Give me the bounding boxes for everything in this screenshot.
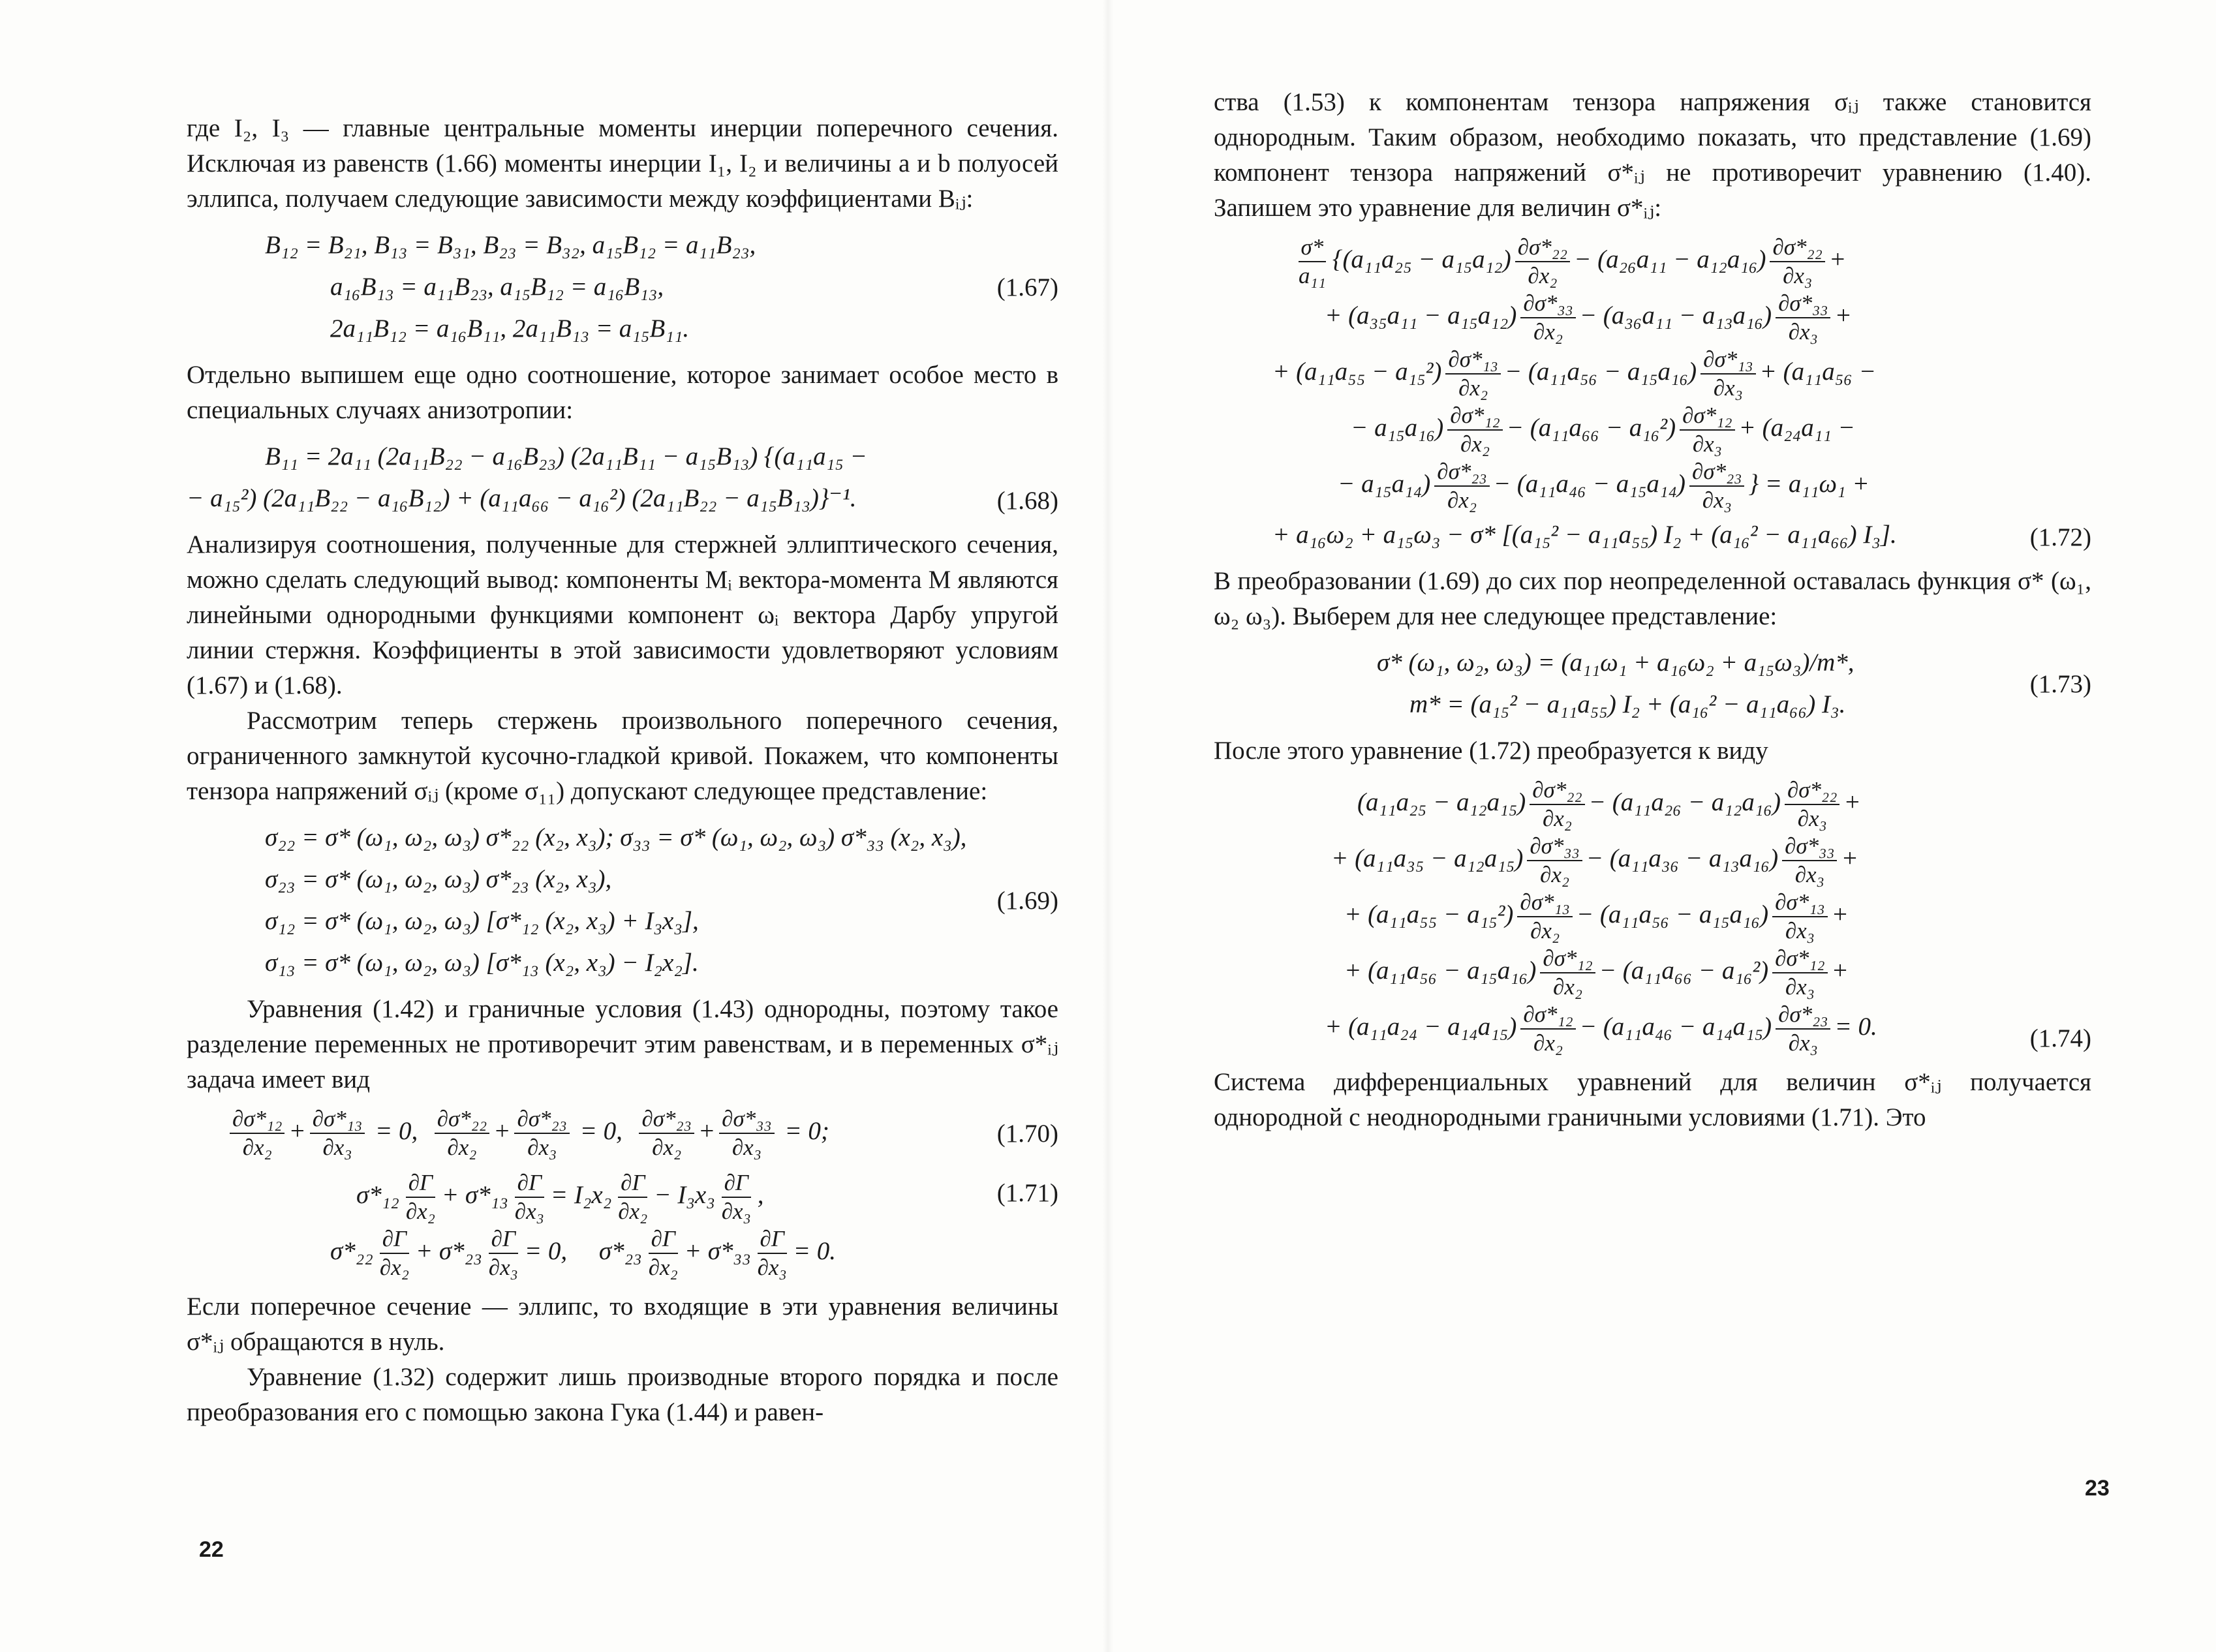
fraction: $\frac{\text{∂σ*₂₃}}{\text{∂x₂}}$: [639, 1105, 694, 1161]
equation-line: + a₁₆ω₂ + a₁₅ω₃ − σ* [(a₁₅² − a₁₁a₅₅) I₂ + (a₁₆² − a₁₁a₆₆) I₃].: [1272, 521, 1897, 549]
paragraph: Анализируя соотношения, полученные для стержней эллиптического сечения, можно сделать следующий вывод: компоненты Mᵢ вектора-момента M являются линейными однородными функциями компонент ωᵢ вектора Дарбу упругой линии стержня. Коэффициенты в этой зависимости удовлетворяют условиям (1.67) и (1.68).: [187, 530, 1058, 699]
equation-line: $\frac{\sigma*}{\text{a₁₁}}$ {(a₁₁a₂₅ − a₁₅a₁₂) $\frac{\text{∂σ*₂₂}}{\text{∂x₂}}$ − (a₂₆a₁₁ − a₁₂a₁₆) $\frac{\text{∂σ*₂₂}}{\text{∂x₃}}$ +: [1214, 234, 1980, 290]
right-text-column: [1214, 85, 2091, 1135]
equation-line: + (a₁₁a₅₆ − a₁₅a₁₆) $\frac{\text{∂σ*₁₂}}{\text{∂x₂}}$ − (a₁₁a₆₆ − a₁₆²) $\frac{\text{∂σ*₁₂}}{\text{∂x₃}}$ +: [1344, 945, 1849, 1000]
right-page: [1108, 0, 2216, 1652]
fraction: $\frac{\text{∂σ*₂₃}}{\text{∂x₃}}$: [514, 1105, 569, 1161]
fraction: $\frac{\text{∂σ*₁₃}}{\text{∂x₂}}$: [1445, 346, 1500, 402]
equation-line: $\frac{\text{∂σ*₁₂}}{\text{∂x₂}}$ + $\frac{\text{∂σ*₁₃}}{\text{∂x₃}}$ = 0, $\frac{\text{∂σ*₂₂}}{\text{∂x₂}}$ + $\frac{\text{∂σ*₂₃}}{\text{∂x₃}}$ = 0, $\frac{\text{∂σ*₂₃}}{\text{∂x₂}}$ + $\frac{\text{∂σ*₃₃}}{\text{∂x₃}}$ = 0;: [187, 1105, 947, 1161]
fraction: $\frac{\text{∂σ*₂₃}}{\text{∂x₃}}$: [1689, 458, 1744, 514]
fraction: $\frac{\text{∂σ*₁₂}}{\text{∂x₃}}$: [1680, 402, 1734, 458]
paragraph: В преобразовании (1.69) до сих пор неопределенной оставалась функция σ* (ω₁, ω₂ ω₃). Выберем для нее следующее представление:: [1214, 567, 2091, 630]
page-number: 22: [199, 1537, 224, 1562]
equation-1-72: [1214, 234, 2091, 556]
fraction: $\frac{\sigma*}{\text{a₁₁}}$: [1299, 234, 1326, 288]
equation-line: − a₁₅²) (2a₁₁B₂₂ − a₁₆B₁₂) + (a₁₁a₆₆ − a₁₆²) (2a₁₁B₂₂ − a₁₅B₁₃)}⁻¹.: [187, 484, 857, 512]
equation-line: a₁₆B₁₃ = a₁₁B₂₃, a₁₅B₁₂ = a₁₆B₁₃,: [330, 273, 664, 301]
fraction: $\frac{\text{∂σ*₁₂}}{\text{∂x₃}}$: [1772, 945, 1827, 1001]
paragraph: где I₂, I₃ — главные центральные моменты инерции поперечного сечения. Исключая из равенств (1.66) моменты инерции I₁, I₂ и величины a и b полуосей эллипса, получаем следующие зависимости между коэффициентами Bᵢⱼ:: [187, 114, 1058, 213]
paragraph: После этого уравнение (1.72) преобразуется к виду: [1214, 737, 1768, 765]
fraction: $\frac{\text{∂σ*₂₃}}{\text{∂x₂}}$: [1434, 458, 1489, 514]
fraction: $\frac{\text{∂σ*₁₃}}{\text{∂x₃}}$: [310, 1105, 365, 1161]
equation-number: (1.74): [2029, 1024, 2091, 1052]
fraction: $\frac{\text{∂σ*₁₃}}{\text{∂x₃}}$: [1700, 346, 1755, 402]
equation-number: (1.67): [996, 273, 1058, 301]
paragraph: Уравнение (1.32) содержит лишь производные второго порядка и после преобразования его с помощью закона Гука (1.44) и равен-: [187, 1363, 1058, 1426]
fraction: $\frac{\partial\Gamma}{\text{∂x₃}}$: [514, 1170, 544, 1224]
equation-1-71: [187, 1169, 1058, 1281]
fraction: $\frac{\text{∂σ*₃₃}}{\text{∂x₂}}$: [1527, 833, 1582, 889]
fraction: $\frac{\text{∂σ*₂₂}}{\text{∂x₂}}$: [1515, 234, 1570, 290]
paragraph: Отдельно выпишем еще одно соотношение, которое занимает особое место в специальных случаях анизотропии:: [187, 361, 1058, 424]
fraction: $\frac{\text{∂σ*₂₂}}{\text{∂x₂}}$: [435, 1105, 489, 1161]
fraction: $\frac{\text{∂σ*₁₃}}{\text{∂x₂}}$: [1517, 889, 1572, 945]
fraction: $\frac{\text{∂σ*₁₃}}{\text{∂x₃}}$: [1772, 889, 1827, 945]
fraction: $\frac{\text{∂σ*₁₂}}{\text{∂x₂}}$: [1447, 402, 1502, 458]
equation-1-67: [187, 224, 1058, 350]
equation-line: − a₁₅a₁₆) $\frac{\text{∂σ*₁₂}}{\text{∂x₂}}$ − (a₁₁a₆₆ − a₁₆²) $\frac{\text{∂σ*₁₂}}{\text{∂x₃}}$ + (a₂₄a₁₁ −: [1351, 403, 1855, 457]
equation-number: (1.69): [996, 886, 1058, 915]
equation-1-73: [1214, 642, 2091, 726]
paragraph: Если поперечное сечение — эллипс, то входящие в эти уравнения величины σ*ᵢⱼ обращаются в нуль.: [187, 1293, 1058, 1356]
equation-number: (1.70): [996, 1119, 1058, 1148]
fraction: $\frac{\text{∂σ*₁₂}}{\text{∂x₂}}$: [230, 1105, 285, 1161]
equation-line: σ₁₃ = σ* (ω₁, ω₂, ω₃) [σ*₁₃ (x₂, x₃) − I₂x₂].: [265, 949, 699, 977]
equation-line: − a₁₅a₁₄) $\frac{\text{∂σ*₂₃}}{\text{∂x₂}}$ − (a₁₁a₄₆ − a₁₅a₁₄) $\frac{\text{∂σ*₂₃}}{\text{∂x₃}}$ } = a₁₁ω₁ +: [1338, 459, 1870, 513]
fraction: $\frac{\partial\Gamma}{\text{∂x₂}}$: [405, 1170, 435, 1224]
fraction: $\frac{\text{∂σ*₂₂}}{\text{∂x₂}}$: [1530, 776, 1584, 833]
fraction: $\frac{\partial\Gamma}{\text{∂x₂}}$: [379, 1226, 409, 1280]
equation-line: σ*₂₂ $\frac{\partial\Gamma}{\text{∂x₂}}$ + σ*₂₃ $\frac{\partial\Gamma}{\text{∂x₃}}$ = 0, σ*₂₃ $\frac{\partial\Gamma}{\text{∂x₂}}$ + σ*₃₃ $\frac{\partial\Gamma}{\text{∂x₃}}$ = 0.: [330, 1226, 836, 1280]
equation-1-69: [187, 817, 1058, 984]
equation-line: m* = (a₁₅² − a₁₁a₅₅) I₂ + (a₁₆² − a₁₁a₆₆) I₃.: [1409, 690, 1846, 718]
fraction: $\frac{\partial\Gamma}{\text{∂x₃}}$: [757, 1226, 787, 1280]
equation-line: (a₁₁a₂₅ − a₁₂a₁₅) $\frac{\text{∂σ*₂₂}}{\text{∂x₂}}$ − (a₁₁a₂₆ − a₁₂a₁₆) $\frac{\text{∂σ*₂₂}}{\text{∂x₃}}$ +: [1357, 777, 1861, 831]
fraction: $\frac{\partial\Gamma}{\text{∂x₃}}$: [721, 1170, 751, 1224]
equation-number: (1.73): [2029, 669, 2091, 698]
fraction: $\frac{\text{∂σ*₃₃}}{\text{∂x₃}}$: [1782, 833, 1837, 889]
equation-line: + (a₁₁a₃₅ − a₁₂a₁₅) $\frac{\text{∂σ*₃₃}}{\text{∂x₂}}$ − (a₁₁a₃₆ − a₁₃a₁₆) $\frac{\text{∂σ*₃₃}}{\text{∂x₃}}$ +: [1331, 833, 1858, 887]
fraction: $\frac{\text{∂σ*₃₃}}{\text{∂x₂}}$: [1520, 290, 1575, 346]
fraction: $\frac{\text{∂σ*₁₂}}{\text{∂x₂}}$: [1540, 945, 1595, 1001]
paragraph: Рассмотрим теперь стержень произвольного поперечного сечения, ограниченного замкнутой кусочно-гладкой кривой. Покажем, что компоненты тензора напряжений σᵢⱼ (кроме σ₁₁) допускают следующее представление:: [187, 707, 1058, 805]
fraction: $\frac{\text{∂σ*₂₂}}{\text{∂x₃}}$: [1785, 776, 1839, 833]
equation-line: + (a₁₁a₂₄ − a₁₄a₁₅) $\frac{\text{∂σ*₁₂}}{\text{∂x₂}}$ − (a₁₁a₄₆ − a₁₄a₁₅) $\frac{\text{∂σ*₂₃}}{\text{∂x₃}}$ = 0.: [1325, 1002, 1877, 1056]
equation-line: σ₂₂ = σ* (ω₁, ω₂, ω₃) σ*₂₂ (x₂, x₃); σ₃₃ = σ* (ω₁, ω₂, ω₃) σ*₃₃ (x₂, x₃),: [265, 823, 967, 851]
equation-1-68: [187, 436, 1058, 519]
paragraph: ства (1.53) к компонентам тензора напряжения σᵢⱼ также становится однородным. Таким образом, необходимо показать, что представление (1.69) компонент тензора напряжений σ*ᵢⱼ не противоречит уравнению (1.40). Запишем это уравнение для величин σ*ᵢⱼ:: [1214, 88, 2091, 222]
equation-line: σ₁₂ = σ* (ω₁, ω₂, ω₃) [σ*₁₂ (x₂, x₃) + I₃x₃],: [265, 907, 699, 935]
equation-number: (1.68): [996, 487, 1058, 515]
equation-line: 2a₁₁B₁₂ = a₁₆B₁₁, 2a₁₁B₁₃ = a₁₅B₁₁.: [330, 314, 690, 343]
fraction: $\frac{\partial\Gamma}{\text{∂x₂}}$: [618, 1170, 648, 1224]
paragraph: Уравнения (1.42) и граничные условия (1.43) однородны, поэтому такое разделение переменных не противоречит этим равенствам, и в переменных σ*ᵢⱼ задача имеет вид: [187, 995, 1058, 1094]
equation-1-70: [187, 1105, 1058, 1161]
fraction: $\frac{\text{∂σ*₂₃}}{\text{∂x₃}}$: [1776, 1001, 1830, 1057]
equation-line: + (a₃₅a₁₁ − a₁₅a₁₂) $\frac{\text{∂σ*₃₃}}{\text{∂x₂}}$ − (a₃₆a₁₁ − a₁₃a₁₆) $\frac{\text{∂σ*₃₃}}{\text{∂x₃}}$ +: [1325, 290, 1852, 344]
equation-line: + (a₁₁a₅₅ − a₁₅²) $\frac{\text{∂σ*₁₃}}{\text{∂x₂}}$ − (a₁₁a₅₆ − a₁₅a₁₆) $\frac{\text{∂σ*₁₃}}{\text{∂x₃}}$ +: [1344, 889, 1849, 943]
fraction: $\frac{\text{∂σ*₃₃}}{\text{∂x₃}}$: [719, 1105, 774, 1161]
paragraph: Система дифференциальных уравнений для величин σ*ᵢⱼ получается однородной с неоднородными граничными условиями (1.71). Это: [1214, 1068, 2091, 1131]
left-text-column: [187, 111, 1058, 1430]
equation-number: (1.72): [2029, 523, 2091, 551]
fraction: $\frac{\partial\Gamma}{\text{∂x₂}}$: [648, 1226, 678, 1280]
fraction: $\frac{\text{∂σ*₂₂}}{\text{∂x₃}}$: [1770, 234, 1824, 290]
page-number: 23: [2085, 1476, 2110, 1501]
equation-1-74: [1214, 776, 2091, 1057]
fraction: $\frac{\text{∂σ*₁₂}}{\text{∂x₂}}$: [1520, 1001, 1575, 1057]
equation-line: B₁₁ = 2a₁₁ (2a₁₁B₂₂ − a₁₆B₂₃) (2a₁₁B₁₁ − a₁₅B₁₃) {(a₁₁a₁₅ −: [265, 442, 867, 470]
fraction: $\frac{\text{∂σ*₃₃}}{\text{∂x₃}}$: [1776, 290, 1830, 346]
equation-line: B₁₂ = B₂₁, B₁₃ = B₃₁, B₂₃ = B₃₂, a₁₅B₁₂ = a₁₁B₂₃,: [265, 231, 756, 259]
equation-line: + (a₁₁a₅₅ − a₁₅²) $\frac{\text{∂σ*₁₃}}{\text{∂x₂}}$ − (a₁₁a₅₆ − a₁₅a₁₆) $\frac{\text{∂σ*₁₃}}{\text{∂x₃}}$ + (a₁₁a₅₆ −: [1272, 346, 1876, 401]
equation-line: σ₂₃ = σ* (ω₁, ω₂, ω₃) σ*₂₃ (x₂, x₃),: [265, 865, 612, 893]
equation-line: σ* (ω₁, ω₂, ω₃) = (a₁₁ω₁ + a₁₆ω₂ + a₁₅ω₃)/m*,: [1377, 649, 1854, 677]
equation-number: (1.71): [996, 1179, 1058, 1207]
fraction: $\frac{\partial\Gamma}{\text{∂x₃}}$: [488, 1226, 518, 1280]
equation-line: σ*₁₂ $\frac{\partial\Gamma}{\text{∂x₂}}$ + σ*₁₃ $\frac{\partial\Gamma}{\text{∂x₃}}$ = I₂x₂ $\frac{\partial\Gamma}{\text{∂x₂}}$ − I₃x₃ $\frac{\partial\Gamma}{\text{∂x₃}}$ ,: [356, 1170, 764, 1224]
